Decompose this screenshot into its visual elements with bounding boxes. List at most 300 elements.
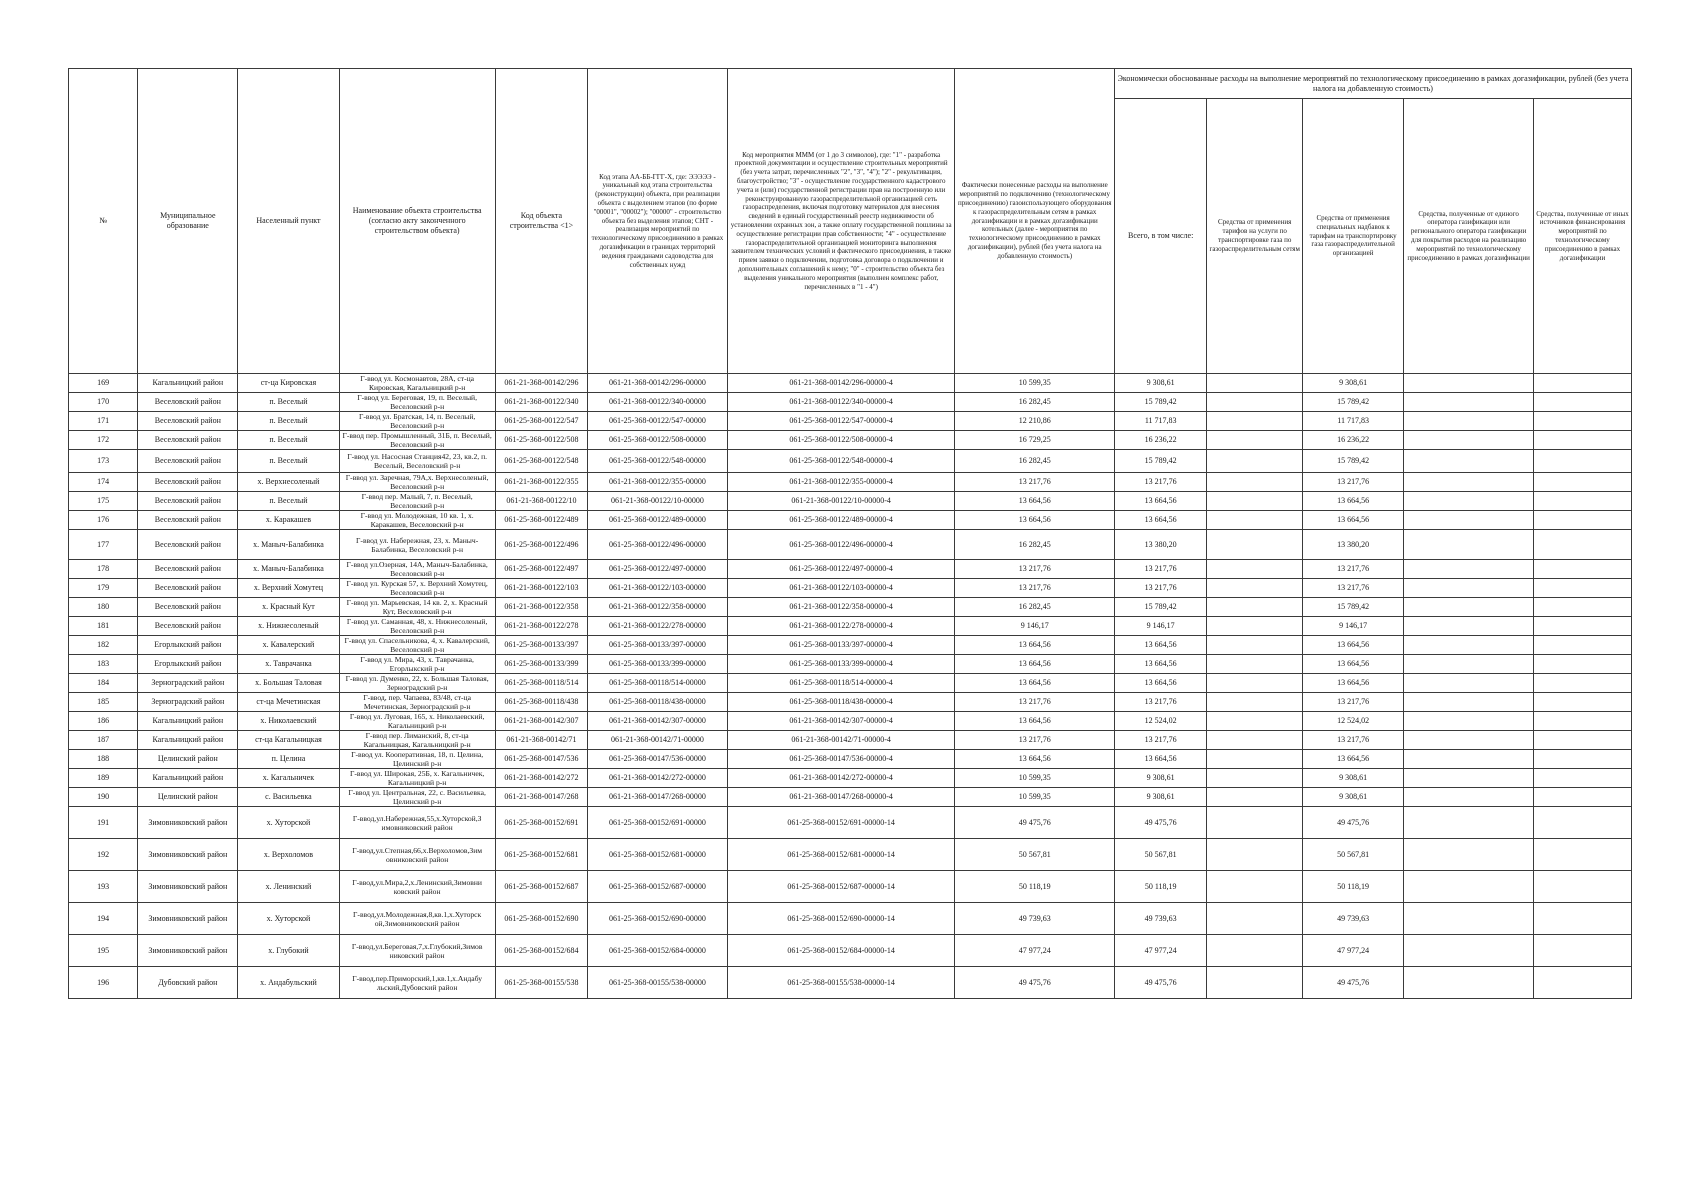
- cell-actual-costs: 12 210,86: [955, 412, 1114, 431]
- cell-special-markups: 13 664,56: [1303, 511, 1404, 530]
- cell-object-name: Г-ввод ул. Братская, 14, п. Веселый, Веселовский р-н: [339, 412, 495, 431]
- header-stage-code: Код этапа АА-ББ-ГГГ-Х, где: ЭЭЭЭЭ - уникальный код этапа строительства (реконструкции) объекта, при реализации объекта с выделением этапов (по форме "00001", "00002"); "00000" - строительство объекта без выделения этапов; СНТ - реализация мероприятий по технологическому присоединению в рамках догазификации в границах территорий ведения гражданами садоводства для собственных нужд: [588, 69, 728, 374]
- cell-num: 196: [69, 967, 138, 999]
- cell-stage-code: 061-21-368-00122/103-00000: [588, 579, 728, 598]
- cell-object-code: 061-25-368-00147/536: [495, 750, 587, 769]
- cell-other-sources: [1534, 788, 1632, 807]
- cell-settlement: х. Верхоломов: [238, 839, 339, 871]
- cell-measure-code: 061-21-368-00122/278-00000-4: [727, 617, 955, 636]
- cell-special-markups: 47 977,24: [1303, 935, 1404, 967]
- cell-stage-code: 061-25-368-00118/438-00000: [588, 693, 728, 712]
- cell-num: 175: [69, 492, 138, 511]
- cell-municipality: Зерноградский район: [138, 674, 238, 693]
- cell-tariff-transport: [1207, 935, 1303, 967]
- cell-tariff-transport: [1207, 903, 1303, 935]
- cell-settlement: х. Хуторской: [238, 807, 339, 839]
- cell-stage-code: 061-25-368-00122/497-00000: [588, 560, 728, 579]
- cell-num: 178: [69, 560, 138, 579]
- cell-operator-funds: [1404, 839, 1534, 871]
- cell-stage-code: 061-25-368-00147/536-00000: [588, 750, 728, 769]
- cell-operator-funds: [1404, 967, 1534, 999]
- cell-measure-code: 061-25-368-00122/497-00000-4: [727, 560, 955, 579]
- header-other-sources: Средства, полученные от иных источников финансирования мероприятий по технологическому присоединению в рамках догазификации: [1534, 99, 1632, 374]
- cell-object-code: 061-21-368-00122/103: [495, 579, 587, 598]
- cell-actual-costs: 16 282,45: [955, 598, 1114, 617]
- cell-stage-code: 061-25-368-00152/691-00000: [588, 807, 728, 839]
- cell-special-markups: 13 217,76: [1303, 560, 1404, 579]
- cell-total: 13 217,76: [1114, 693, 1206, 712]
- cell-total: 15 789,42: [1114, 450, 1206, 473]
- cell-actual-costs: 10 599,35: [955, 374, 1114, 393]
- header-total: Всего, в том числе:: [1114, 99, 1206, 374]
- cell-actual-costs: 13 664,56: [955, 492, 1114, 511]
- cell-tariff-transport: [1207, 560, 1303, 579]
- cell-measure-code: 061-25-368-00152/687-00000-14: [727, 871, 955, 903]
- cell-measure-code: 061-25-368-00133/397-00000-4: [727, 636, 955, 655]
- cell-other-sources: [1534, 617, 1632, 636]
- cell-actual-costs: 13 664,56: [955, 674, 1114, 693]
- cell-object-name: Г-ввод ул. Марьевская, 14 кв. 2, х. Красный Кут, Веселовский р-н: [339, 598, 495, 617]
- cell-settlement: х. Таврачанка: [238, 655, 339, 674]
- cell-num: 179: [69, 579, 138, 598]
- table-row: [69, 374, 1632, 393]
- cell-stage-code: 061-25-368-00152/690-00000: [588, 903, 728, 935]
- table-row: [69, 450, 1632, 473]
- cell-object-name: Г-ввод,ул.Молодежная,8,кв.1,х.Хуторск ой,Зимовниковский район: [339, 903, 495, 935]
- cell-settlement: п. Веселый: [238, 412, 339, 431]
- cell-tariff-transport: [1207, 674, 1303, 693]
- cell-object-code: 061-25-368-00122/548: [495, 450, 587, 473]
- cell-object-name: Г-ввод ул. Курская 57, х. Верхний Хомутец, Веселовский р-н: [339, 579, 495, 598]
- cell-measure-code: 061-25-368-00122/508-00000-4: [727, 431, 955, 450]
- cell-object-code: 061-25-368-00152/687: [495, 871, 587, 903]
- table-row: [69, 693, 1632, 712]
- cell-operator-funds: [1404, 511, 1534, 530]
- cell-object-name: Г-ввод ул. Заречная, 79А,х. Верхнесоленый, Веселовский р-н: [339, 473, 495, 492]
- table-row: [69, 560, 1632, 579]
- cell-municipality: Зимовниковский район: [138, 935, 238, 967]
- cell-operator-funds: [1404, 473, 1534, 492]
- cell-measure-code: 061-21-368-00142/71-00000-4: [727, 731, 955, 750]
- cell-measure-code: 061-25-368-00122/548-00000-4: [727, 450, 955, 473]
- cell-special-markups: 13 664,56: [1303, 750, 1404, 769]
- cell-stage-code: 061-21-368-00122/358-00000: [588, 598, 728, 617]
- header-object-name: Наименование объекта строительства (согласно акту законченного строительством объекта): [339, 69, 495, 374]
- cell-settlement: ст-ца Кагальницкая: [238, 731, 339, 750]
- cell-tariff-transport: [1207, 655, 1303, 674]
- cell-special-markups: 9 308,61: [1303, 769, 1404, 788]
- cell-municipality: Веселовский район: [138, 473, 238, 492]
- cell-municipality: Дубовский район: [138, 967, 238, 999]
- cell-municipality: Веселовский район: [138, 393, 238, 412]
- cell-municipality: Веселовский район: [138, 530, 238, 560]
- cell-total: 13 664,56: [1114, 511, 1206, 530]
- cell-operator-funds: [1404, 788, 1534, 807]
- cell-object-code: 061-25-368-00122/496: [495, 530, 587, 560]
- header-tariff-transport: Средства от применения тарифов на услуги по транспортировке газа по газораспределительным сетям: [1207, 99, 1303, 374]
- table-row: [69, 967, 1632, 999]
- cell-settlement: х. Хуторской: [238, 903, 339, 935]
- cell-other-sources: [1534, 511, 1632, 530]
- cell-measure-code: 061-21-368-00142/272-00000-4: [727, 769, 955, 788]
- cell-actual-costs: 10 599,35: [955, 769, 1114, 788]
- cell-object-code: 061-25-368-00133/399: [495, 655, 587, 674]
- cell-municipality: Веселовский район: [138, 598, 238, 617]
- cell-other-sources: [1534, 769, 1632, 788]
- cell-measure-code: 061-21-368-00122/355-00000-4: [727, 473, 955, 492]
- cell-special-markups: 9 308,61: [1303, 788, 1404, 807]
- cell-special-markups: 13 217,76: [1303, 579, 1404, 598]
- cell-stage-code: 061-25-368-00152/681-00000: [588, 839, 728, 871]
- cell-settlement: п. Веселый: [238, 431, 339, 450]
- cell-num: 177: [69, 530, 138, 560]
- cell-measure-code: 061-21-368-00147/268-00000-4: [727, 788, 955, 807]
- cell-measure-code: 061-25-368-00118/438-00000-4: [727, 693, 955, 712]
- cell-object-code: 061-21-368-00142/71: [495, 731, 587, 750]
- table-row: [69, 431, 1632, 450]
- cell-other-sources: [1534, 903, 1632, 935]
- cell-num: 187: [69, 731, 138, 750]
- cell-operator-funds: [1404, 530, 1534, 560]
- cell-special-markups: 50 567,81: [1303, 839, 1404, 871]
- header-object-code: Код объекта строительства <1>: [495, 69, 587, 374]
- cell-num: 183: [69, 655, 138, 674]
- cell-settlement: х. Кагальничек: [238, 769, 339, 788]
- cell-actual-costs: 16 282,45: [955, 450, 1114, 473]
- table-row: [69, 788, 1632, 807]
- cell-stage-code: 061-25-368-00122/508-00000: [588, 431, 728, 450]
- table-row: [69, 579, 1632, 598]
- cell-total: 49 475,76: [1114, 967, 1206, 999]
- cell-other-sources: [1534, 530, 1632, 560]
- cell-actual-costs: 49 475,76: [955, 967, 1114, 999]
- cell-object-name: Г-ввод ул. Кооперативная, 18, п. Целина, Целинский р-н: [339, 750, 495, 769]
- cell-special-markups: 13 664,56: [1303, 492, 1404, 511]
- cell-municipality: Веселовский район: [138, 617, 238, 636]
- cell-total: 13 664,56: [1114, 750, 1206, 769]
- cell-municipality: Веселовский район: [138, 511, 238, 530]
- cell-total: 15 789,42: [1114, 598, 1206, 617]
- cell-special-markups: 13 217,76: [1303, 473, 1404, 492]
- cell-settlement: х. Верхний Хомутец: [238, 579, 339, 598]
- cell-municipality: Веселовский район: [138, 431, 238, 450]
- cell-object-name: Г-ввод ул. Спасельникова, 4, х. Кавалерский, Веселовский р-н: [339, 636, 495, 655]
- cell-object-name: Г-ввод ул. Набережная, 23, х. Маныч-Балабинка, Веселовский р-н: [339, 530, 495, 560]
- cell-stage-code: 061-25-368-00122/547-00000: [588, 412, 728, 431]
- cell-other-sources: [1534, 473, 1632, 492]
- cell-special-markups: 9 308,61: [1303, 374, 1404, 393]
- cell-actual-costs: 13 217,76: [955, 473, 1114, 492]
- cell-tariff-transport: [1207, 579, 1303, 598]
- cell-actual-costs: 13 217,76: [955, 579, 1114, 598]
- header-num: №: [69, 69, 138, 374]
- cell-total: 13 664,56: [1114, 655, 1206, 674]
- table-header: [69, 69, 1632, 374]
- cell-tariff-transport: [1207, 374, 1303, 393]
- cell-object-code: 061-21-368-00122/358: [495, 598, 587, 617]
- cell-special-markups: 12 524,02: [1303, 712, 1404, 731]
- table-row: [69, 598, 1632, 617]
- cell-total: 13 664,56: [1114, 636, 1206, 655]
- cell-municipality: Зимовниковский район: [138, 871, 238, 903]
- cell-settlement: х. Маныч-Балабинка: [238, 560, 339, 579]
- cell-num: 174: [69, 473, 138, 492]
- cell-settlement: х. Верхнесоленый: [238, 473, 339, 492]
- cell-num: 171: [69, 412, 138, 431]
- cell-measure-code: 061-21-368-00142/307-00000-4: [727, 712, 955, 731]
- cell-measure-code: 061-25-368-00152/690-00000-14: [727, 903, 955, 935]
- cell-settlement: х. Нижнесоленый: [238, 617, 339, 636]
- cell-total: 9 308,61: [1114, 769, 1206, 788]
- cell-object-name: Г-ввод пер. Лиманский, 8, ст-ца Кагальницкая, Кагальницкий р-н: [339, 731, 495, 750]
- cell-object-name: Г-ввод,ул.Мира,2,х.Ленинский,Зимовни ковский район: [339, 871, 495, 903]
- cell-object-code: 061-25-368-00118/514: [495, 674, 587, 693]
- cell-special-markups: 15 789,42: [1303, 450, 1404, 473]
- cell-tariff-transport: [1207, 412, 1303, 431]
- cell-municipality: Кагальницкий район: [138, 712, 238, 731]
- cell-object-code: 061-25-368-00155/538: [495, 967, 587, 999]
- header-municipality: Муниципальное образование: [138, 69, 238, 374]
- cell-num: 186: [69, 712, 138, 731]
- table-row: [69, 871, 1632, 903]
- cell-object-name: Г-ввод,пер.Приморский,1,кв.1,х.Андабу льский,Дубовский район: [339, 967, 495, 999]
- cell-measure-code: 061-21-368-00122/103-00000-4: [727, 579, 955, 598]
- cell-object-name: Г-ввод пер. Малый, 7, п. Веселый, Веселовский р-н: [339, 492, 495, 511]
- cell-municipality: Веселовский район: [138, 579, 238, 598]
- cell-total: 9 146,17: [1114, 617, 1206, 636]
- cell-measure-code: 061-25-368-00122/496-00000-4: [727, 530, 955, 560]
- cell-operator-funds: [1404, 935, 1534, 967]
- table-row: [69, 712, 1632, 731]
- cell-settlement: х. Красный Кут: [238, 598, 339, 617]
- cell-total: 50 118,19: [1114, 871, 1206, 903]
- cell-special-markups: 13 664,56: [1303, 674, 1404, 693]
- cell-municipality: Кагальницкий район: [138, 769, 238, 788]
- cell-actual-costs: 16 729,25: [955, 431, 1114, 450]
- cell-municipality: Зимовниковский район: [138, 807, 238, 839]
- cell-stage-code: 061-21-368-00122/278-00000: [588, 617, 728, 636]
- cell-total: 47 977,24: [1114, 935, 1206, 967]
- header-settlement: Населенный пункт: [238, 69, 339, 374]
- cell-object-name: Г-ввод,ул.Степная,66,х.Верхоломов,Зим овниковский район: [339, 839, 495, 871]
- cell-stage-code: 061-25-368-00122/548-00000: [588, 450, 728, 473]
- cell-actual-costs: 13 664,56: [955, 636, 1114, 655]
- cell-object-name: Г-ввод ул.Озерная, 14А, Маныч-Балабинка, Веселовский р-н: [339, 560, 495, 579]
- cell-tariff-transport: [1207, 731, 1303, 750]
- cell-total: 16 236,22: [1114, 431, 1206, 450]
- cell-object-name: Г-ввод ул. Саманная, 48, х. Нижнесоленый, Веселовский р-н: [339, 617, 495, 636]
- cell-municipality: Целинский район: [138, 788, 238, 807]
- cell-municipality: Целинский район: [138, 750, 238, 769]
- cell-object-name: Г-ввод пер. Промышленный, 31Б, п. Веселый, Веселовский р-н: [339, 431, 495, 450]
- cell-tariff-transport: [1207, 393, 1303, 412]
- cell-stage-code: 061-25-368-00155/538-00000: [588, 967, 728, 999]
- table-row: [69, 511, 1632, 530]
- cell-object-code: 061-21-368-00122/10: [495, 492, 587, 511]
- cell-settlement: х. Большая Таловая: [238, 674, 339, 693]
- cell-operator-funds: [1404, 655, 1534, 674]
- header-actual-costs: Фактически понесенные расходы на выполнение мероприятий по подключению (технологическому присоединению) газоиспользующего оборудования к газораспределительным сетям в рамках догазификации и в рамках догазификации котельных (далее - мероприятия по технологическому присоединению в рамках догазификации), рублей (без учета налога на добавленную стоимость): [955, 69, 1114, 374]
- cell-special-markups: 16 236,22: [1303, 431, 1404, 450]
- table-row: [69, 530, 1632, 560]
- cell-operator-funds: [1404, 374, 1534, 393]
- cell-operator-funds: [1404, 560, 1534, 579]
- cell-settlement: п. Целина: [238, 750, 339, 769]
- cell-settlement: х. Кавалерский: [238, 636, 339, 655]
- cell-tariff-transport: [1207, 769, 1303, 788]
- cell-actual-costs: 13 217,76: [955, 560, 1114, 579]
- cell-actual-costs: 13 664,56: [955, 750, 1114, 769]
- cell-object-code: 061-25-368-00152/691: [495, 807, 587, 839]
- cell-stage-code: 061-25-368-00133/397-00000: [588, 636, 728, 655]
- cell-total: 9 308,61: [1114, 788, 1206, 807]
- cell-settlement: х. Маныч-Балабинка: [238, 530, 339, 560]
- cell-object-code: 061-25-368-00118/438: [495, 693, 587, 712]
- cell-num: 176: [69, 511, 138, 530]
- cell-other-sources: [1534, 674, 1632, 693]
- costs-table: [68, 68, 1632, 999]
- cell-tariff-transport: [1207, 750, 1303, 769]
- cell-measure-code: 061-21-368-00142/296-00000-4: [727, 374, 955, 393]
- cell-operator-funds: [1404, 431, 1534, 450]
- cell-stage-code: 061-25-368-00118/514-00000: [588, 674, 728, 693]
- cell-stage-code: 061-21-368-00122/355-00000: [588, 473, 728, 492]
- cell-stage-code: 061-25-368-00152/687-00000: [588, 871, 728, 903]
- cell-stage-code: 061-21-368-00142/272-00000: [588, 769, 728, 788]
- cell-object-code: 061-25-368-00122/489: [495, 511, 587, 530]
- cell-special-markups: 9 146,17: [1303, 617, 1404, 636]
- cell-tariff-transport: [1207, 807, 1303, 839]
- header-operator-funds: Средства, полученные от единого оператора газификации или регионального оператора газификации для покрытия расходов на реализацию мероприятий по технологическому присоединению в рамках догазификации: [1404, 99, 1534, 374]
- cell-stage-code: 061-21-368-00142/307-00000: [588, 712, 728, 731]
- cell-settlement: х. Николаевский: [238, 712, 339, 731]
- cell-stage-code: 061-25-368-00122/496-00000: [588, 530, 728, 560]
- cell-settlement: п. Веселый: [238, 492, 339, 511]
- cell-num: 173: [69, 450, 138, 473]
- cell-actual-costs: 50 118,19: [955, 871, 1114, 903]
- cell-measure-code: 061-21-368-00122/10-00000-4: [727, 492, 955, 511]
- cell-operator-funds: [1404, 674, 1534, 693]
- cell-other-sources: [1534, 412, 1632, 431]
- cell-object-code: 061-25-368-00152/690: [495, 903, 587, 935]
- cell-actual-costs: 10 599,35: [955, 788, 1114, 807]
- cell-special-markups: 15 789,42: [1303, 598, 1404, 617]
- cell-total: 13 217,76: [1114, 473, 1206, 492]
- cell-other-sources: [1534, 871, 1632, 903]
- cell-object-name: Г-ввод ул. Мира, 43, х. Таврачанка, Егорлыкский р-н: [339, 655, 495, 674]
- cell-object-code: 061-25-368-00152/684: [495, 935, 587, 967]
- cell-actual-costs: 50 567,81: [955, 839, 1114, 871]
- table-row: [69, 935, 1632, 967]
- cell-total: 13 664,56: [1114, 674, 1206, 693]
- cell-municipality: Егорлыкский район: [138, 655, 238, 674]
- cell-settlement: с. Васильевка: [238, 788, 339, 807]
- cell-total: 13 217,76: [1114, 560, 1206, 579]
- cell-actual-costs: 47 977,24: [955, 935, 1114, 967]
- cell-special-markups: 13 217,76: [1303, 731, 1404, 750]
- cell-settlement: х. Глубокий: [238, 935, 339, 967]
- cell-object-code: 061-25-368-00122/508: [495, 431, 587, 450]
- cell-measure-code: 061-21-368-00122/358-00000-4: [727, 598, 955, 617]
- cell-settlement: х. Каракашев: [238, 511, 339, 530]
- cell-operator-funds: [1404, 450, 1534, 473]
- cell-operator-funds: [1404, 492, 1534, 511]
- cell-municipality: Зерноградский район: [138, 693, 238, 712]
- cell-other-sources: [1534, 750, 1632, 769]
- cell-operator-funds: [1404, 393, 1534, 412]
- cell-other-sources: [1534, 712, 1632, 731]
- cell-measure-code: 061-25-368-00152/681-00000-14: [727, 839, 955, 871]
- table-row: [69, 903, 1632, 935]
- cell-num: 192: [69, 839, 138, 871]
- cell-actual-costs: 13 664,56: [955, 511, 1114, 530]
- cell-special-markups: 13 664,56: [1303, 655, 1404, 674]
- cell-settlement: х. Андабульский: [238, 967, 339, 999]
- cell-actual-costs: 13 217,76: [955, 693, 1114, 712]
- cell-object-code: 061-21-368-00147/268: [495, 788, 587, 807]
- cell-actual-costs: 13 664,56: [955, 712, 1114, 731]
- table-row: [69, 769, 1632, 788]
- cell-operator-funds: [1404, 617, 1534, 636]
- header-measure-code: Код мероприятия МММ (от 1 до 3 символов), где: "1" - разработка проектной документации и осуществление строительных мероприятий (без учета затрат, перечисленных "2", "3", "4"); "2" - рекультивация, благоустройство; "3" - осуществление государственного кадастрового учета и (или) государственной регистрации прав на построенную или реконструированную газораспределительной организацией сеть газораспределения, включая подготовку материалов для внесения сведений в единый государственный реестр недвижимости об установлении охранных зон, а также оплату государственной пошлины за осуществление регистрации прав собственности; "4" - осуществление газораспределительной организацией мониторинга выполнения заявителем технических условий и фактического присоединения, в также прием заявки о подключении, подготовка договора о подключении и дополнительных соглашений к нему; "0" - строительство объекта без выделения уникального мероприятия (выполнен комплекс работ, перечисленных в "1 - 4"): [727, 69, 955, 374]
- cell-stage-code: 061-21-368-00122/340-00000: [588, 393, 728, 412]
- table-row: [69, 807, 1632, 839]
- cell-operator-funds: [1404, 750, 1534, 769]
- cell-object-code: 061-21-368-00142/272: [495, 769, 587, 788]
- cell-municipality: Зимовниковский район: [138, 839, 238, 871]
- cell-tariff-transport: [1207, 530, 1303, 560]
- cell-object-name: Г-ввод, пер. Чапаева, 83/48, ст-ца Мечетинская, Зерноградский р-н: [339, 693, 495, 712]
- cell-measure-code: 061-25-368-00118/514-00000-4: [727, 674, 955, 693]
- cell-measure-code: 061-25-368-00152/684-00000-14: [727, 935, 955, 967]
- cell-municipality: Веселовский район: [138, 412, 238, 431]
- cell-settlement: п. Веселый: [238, 450, 339, 473]
- cell-municipality: Зимовниковский район: [138, 903, 238, 935]
- header-special-markups: Средства от применения специальных надбавок к тарифам на транспортировку газа газораспределительной организацией: [1303, 99, 1404, 374]
- cell-measure-code: 061-21-368-00122/340-00000-4: [727, 393, 955, 412]
- cell-operator-funds: [1404, 579, 1534, 598]
- cell-total: 49 475,76: [1114, 807, 1206, 839]
- cell-total: 13 380,20: [1114, 530, 1206, 560]
- cell-total: 15 789,42: [1114, 393, 1206, 412]
- cell-actual-costs: 13 217,76: [955, 731, 1114, 750]
- cell-object-name: Г-ввод ул. Космонавтов, 28А, ст-ца Кировская, Кагальницкий р-н: [339, 374, 495, 393]
- cell-special-markups: 49 475,76: [1303, 967, 1404, 999]
- cell-measure-code: 061-25-368-00147/536-00000-4: [727, 750, 955, 769]
- cell-num: 188: [69, 750, 138, 769]
- cell-object-name: Г-ввод ул. Луговая, 165, х. Николаевский, Кагальницкий р-н: [339, 712, 495, 731]
- cell-other-sources: [1534, 693, 1632, 712]
- cell-object-code: 061-21-368-00122/340: [495, 393, 587, 412]
- cell-num: 195: [69, 935, 138, 967]
- cell-object-code: 061-21-368-00122/278: [495, 617, 587, 636]
- cell-operator-funds: [1404, 769, 1534, 788]
- cell-tariff-transport: [1207, 636, 1303, 655]
- cell-other-sources: [1534, 839, 1632, 871]
- cell-special-markups: 15 789,42: [1303, 393, 1404, 412]
- cell-num: 181: [69, 617, 138, 636]
- cell-object-code: 061-21-368-00122/355: [495, 473, 587, 492]
- cell-other-sources: [1534, 935, 1632, 967]
- cell-municipality: Егорлыкский район: [138, 636, 238, 655]
- cell-settlement: х. Ленинский: [238, 871, 339, 903]
- cell-num: 193: [69, 871, 138, 903]
- cell-municipality: Веселовский район: [138, 560, 238, 579]
- cell-tariff-transport: [1207, 473, 1303, 492]
- cell-total: 9 308,61: [1114, 374, 1206, 393]
- table-row: [69, 393, 1632, 412]
- cell-measure-code: 061-25-368-00122/547-00000-4: [727, 412, 955, 431]
